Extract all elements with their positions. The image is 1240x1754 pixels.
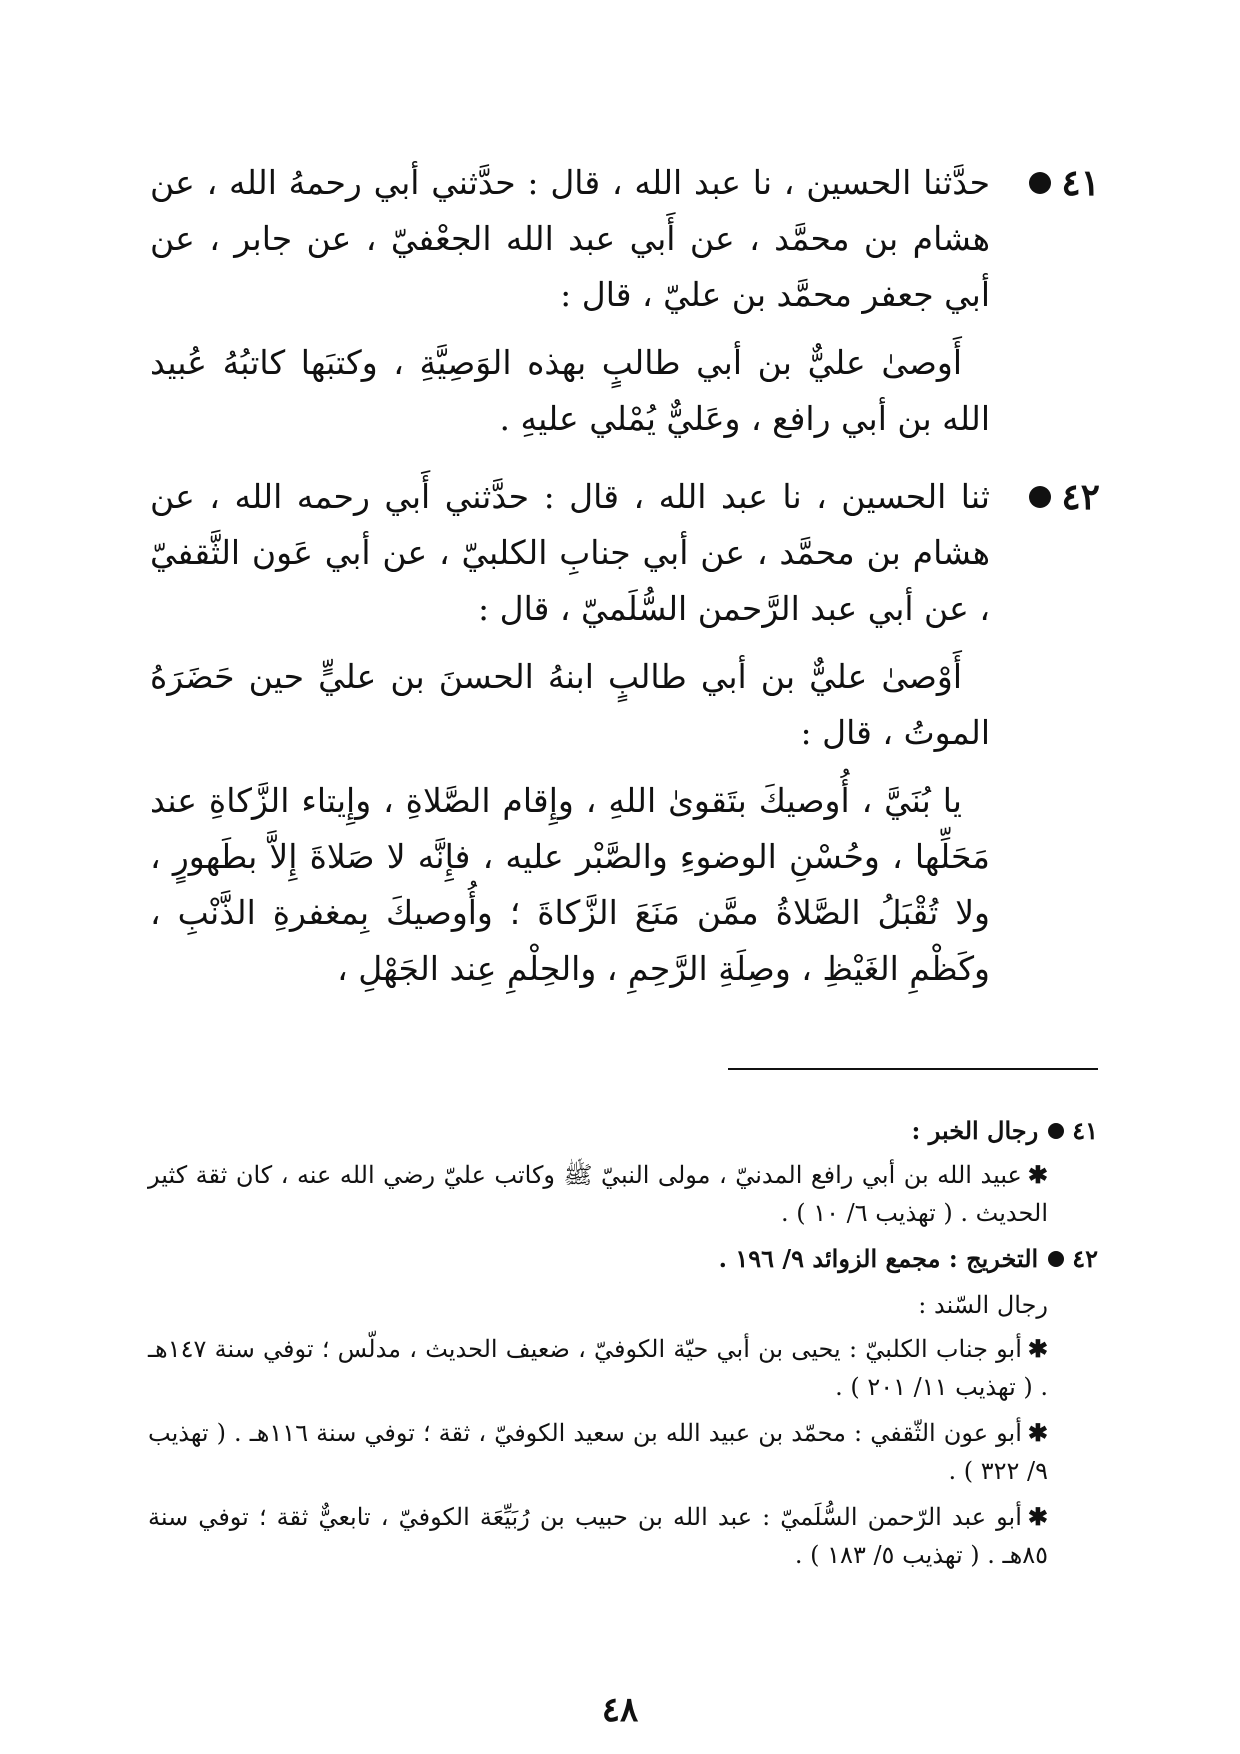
footnotes [148, 1112, 1098, 1582]
footnote-heading: رجال الخبر : [911, 1116, 1039, 1145]
page-number: ٤٨ [601, 1690, 639, 1730]
bullet-dot-icon [1029, 486, 1051, 508]
footnote-heading: التخريج : مجمع الزوائد ٩/ ١٩٦ . [718, 1244, 1039, 1273]
asterisk-icon: ✱ [1027, 1334, 1048, 1363]
footnote-number [1048, 1240, 1098, 1278]
entry-number [990, 469, 1100, 525]
entry-head [150, 155, 1100, 323]
footnote-subheading: رجال السّند : [918, 1291, 1048, 1319]
footnote-item [148, 1498, 1098, 1574]
asterisk-icon: ✱ [1027, 1502, 1048, 1531]
bullet-dot-icon [1048, 1251, 1064, 1267]
entry-number [990, 155, 1100, 211]
matn-paragraph: أَوصىٰ عليٌّ بن أبي طالبٍ بهذه الوَصِيَّةِ ، وكتبَها كاتبُهُ عُبيد الله بن أبي رافع ، وعَليٌّ يُمْلي عليهِ . [150, 343, 990, 438]
main-text [150, 155, 1100, 1019]
footnote-number-text: ٤١ [1072, 1116, 1098, 1145]
footnote-item [148, 1414, 1098, 1490]
bullet-dot-icon [1029, 172, 1051, 194]
footnote-item-text: أبو عبد الرّحمن السُّلَميّ : عبد الله بن حبيب بن رُبَيِّعَة الكوفيّ ، تابعيٌّ ثقة ؛ توفي سنة ٨٥هـ . ( تهذيب ٥/ ١٨٣ ) . [148, 1503, 1048, 1569]
footnote-item-text: أبو عون الثّقفي : محمّد بن عبيد الله بن سعيد الكوفيّ ، ثقة ؛ توفي سنة ١١٦هـ . ( تهذيب ٩/ ٣٢٢ ) . [148, 1419, 1048, 1485]
isnad-text: حدَّثنا الحسين ، نا عبد الله ، قال : حدَّثني أبي رحمهُ الله ، عن هشام بن محمَّد ، عن أَبي عبد الله الجعْفيّ ، عن جابر ، عن أبي جعفر محمَّد بن عليّ ، قال : [150, 163, 990, 314]
footnote-head-41 [148, 1112, 1098, 1150]
entry-number-text: ٤٢ [1061, 476, 1100, 518]
matn-paragraph: أَوْصىٰ عليٌّ بن أبي طالبٍ ابنهُ الحسنَ بن عليٍّ حين حَضَرَهُ الموتُ ، قال : [150, 657, 990, 752]
asterisk-icon: ✱ [1027, 1418, 1048, 1447]
footnote-number [1048, 1112, 1098, 1150]
entry-number-text: ٤١ [1061, 162, 1100, 204]
hadith-entry-41 [150, 155, 1100, 447]
footnote-number-text: ٤٢ [1072, 1244, 1098, 1273]
footnote-item [148, 1330, 1098, 1406]
footnote-item-text: أبو جناب الكلبيّ : يحيى بن أبي حيّة الكوفيّ ، ضعيف الحديث ، مدلّس ؛ توفي سنة ١٤٧هـ . ( تهذيب ١١/ ٢٠١ ) . [148, 1335, 1048, 1401]
asterisk-icon: ✱ [1027, 1160, 1048, 1189]
footnote-head-42 [148, 1240, 1098, 1278]
hadith-entry-42 [150, 469, 1100, 997]
matn-paragraph: يا بُنَيَّ ، أُوصيكَ بتَقوىٰ اللهِ ، وإِقام الصَّلاةِ ، وإِيتاء الزَّكاةِ عند مَحَلِّها ، وحُسْنِ الوضوءِ والصَّبْر عليه ، فإِنَّه لا صَلاةَ إِلاَّ بطَهورٍ ، ولا تُقْبَلُ الصَّلاةُ ممَّن مَنَعَ الزَّكاةَ ؛ وأُوصيكَ بِمغفرةِ الذَّنْبِ ، وكَظْمِ الغَيْظِ ، وصِلَةِ الرَّحِمِ ، والحِلْمِ عِند الجَهْلِ ، [150, 781, 990, 988]
footnote-item [148, 1156, 1098, 1232]
entry-head [150, 469, 1100, 637]
isnad-text: ثنا الحسين ، نا عبد الله ، قال : حدَّثني أَبي رحمه الله ، عن هشام بن محمَّد ، عن أبي جنابِ الكلبيّ ، عن أبي عَون الثَّقفيّ ، عن أبي عبد الرَّحمن السُّلَميّ ، قال : [150, 477, 990, 628]
footnote-item-text: عبيد الله بن أبي رافع المدنيّ ، مولى النبيّ ﷺ وكاتب عليّ رضي الله عنه ، كان ثقة كثير الحديث . ( تهذيب ٦/ ١٠ ) . [148, 1161, 1048, 1227]
bullet-dot-icon [1048, 1123, 1064, 1139]
footnote-separator [728, 1068, 1098, 1070]
